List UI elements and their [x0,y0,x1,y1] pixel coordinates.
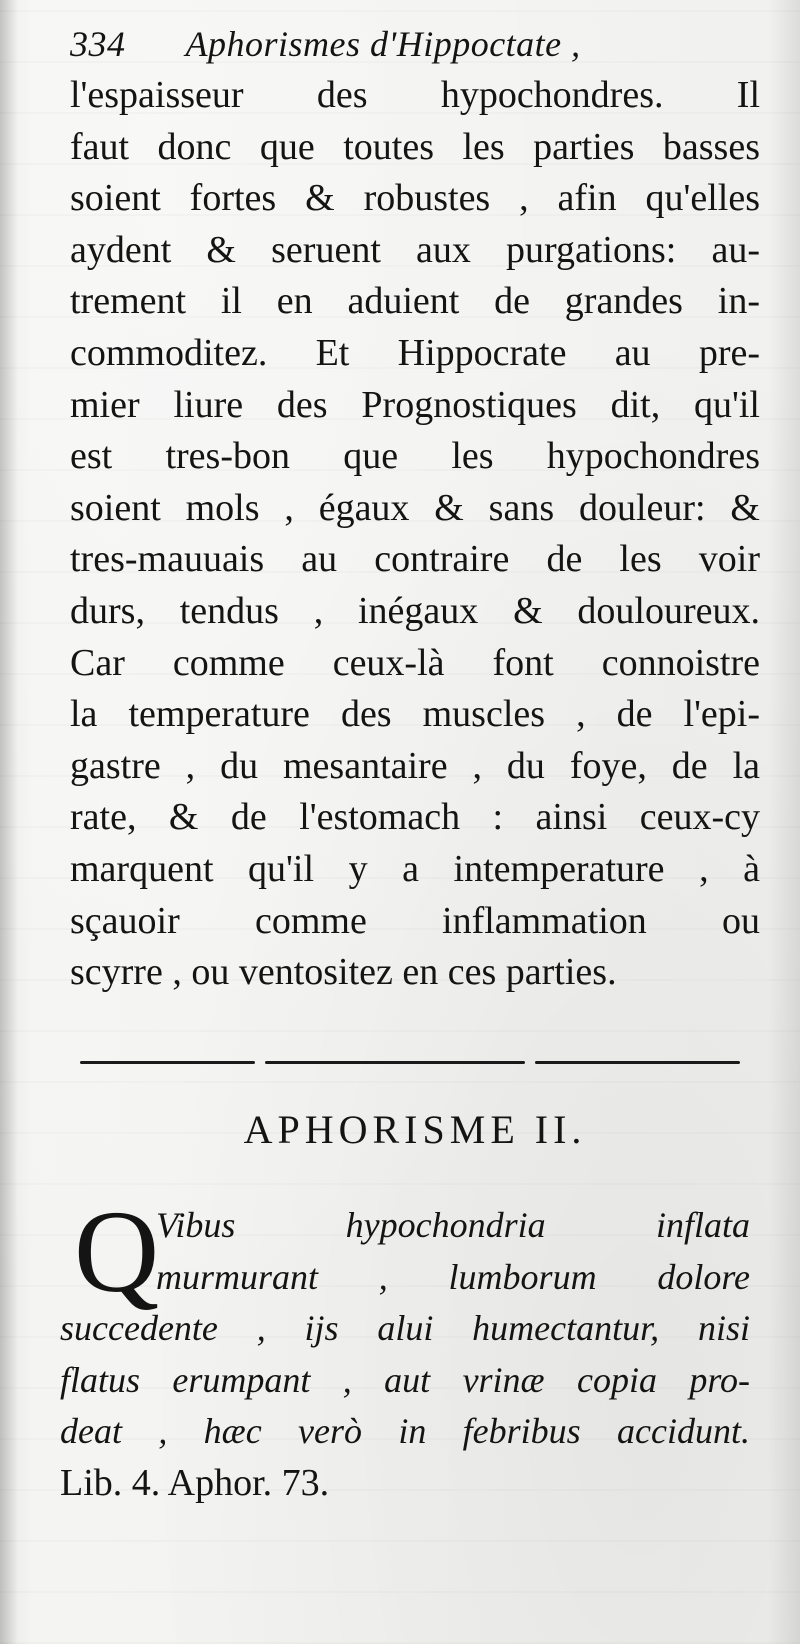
body-line: sçauoir comme inflammation ou [70,899,760,942]
main-text-block [70,18,760,999]
latin-line: murmurant , lumborum dolore [156,1256,750,1297]
aphorism-reference: Lib. 4. Aphor. 73. [60,1461,330,1504]
divider-segment [80,1061,255,1064]
body-line: trement il en aduient de grandes in- [70,280,760,323]
page-gutter-shadow [0,0,18,1644]
divider-segment [535,1061,740,1064]
latin-line: deat , hæc verò in febribus accidunt. [60,1411,750,1451]
body-line: gastre , du mesantaire , du foye, de la [70,744,760,787]
body-line: durs, tendus , inégaux & douloureux. [70,589,760,632]
aphorism-heading: APHORISME II. [243,1107,587,1152]
section-divider-rule [80,1058,750,1066]
running-head [70,18,760,70]
body-line: l'espaisseur des hypochondres. Il [70,74,760,116]
body-line: marquent qu'il y a intemperature , à [70,847,760,890]
body-line: Car comme ceux-là font connoistre [70,641,760,684]
body-line: soient mols , égaux & sans douleur: & [70,486,760,529]
body-line: la temperature des muscles , de l'epi- [70,693,760,736]
page-number: 334 [70,24,126,64]
body-line: faut donc que toutes les parties basses [70,125,760,168]
body-line: tres-mauuais au contraire de les voir [70,538,760,581]
body-line: soient fortes & robustes , afin qu'elles [70,177,760,220]
running-title: Aphorismes d'Hippoctate , [185,24,581,64]
latin-line: Vibus hypochondria inflata [156,1205,750,1245]
divider-segment [265,1061,525,1064]
drop-cap: Q [74,1186,160,1317]
body-line: aydent & seruent aux purgations: au- [70,228,760,271]
latin-line: succedente , ijs alui humectantur, nisi [60,1308,750,1348]
body-line: scyrre , ou ventositez en ces parties. [70,951,617,994]
aphorism-latin-text [60,1186,750,1509]
body-line: mier liure des Prognostiques dit, qu'il [70,383,760,426]
body-line: est tres-bon que les hypochondres [70,435,760,478]
body-line: commoditez. Et Hippocrate au pre- [70,331,760,374]
body-line: rate, & de l'estomach : ainsi ceux-cy [70,796,760,839]
latin-line: flatus erumpant , aut vrinæ copia pro- [60,1359,750,1400]
